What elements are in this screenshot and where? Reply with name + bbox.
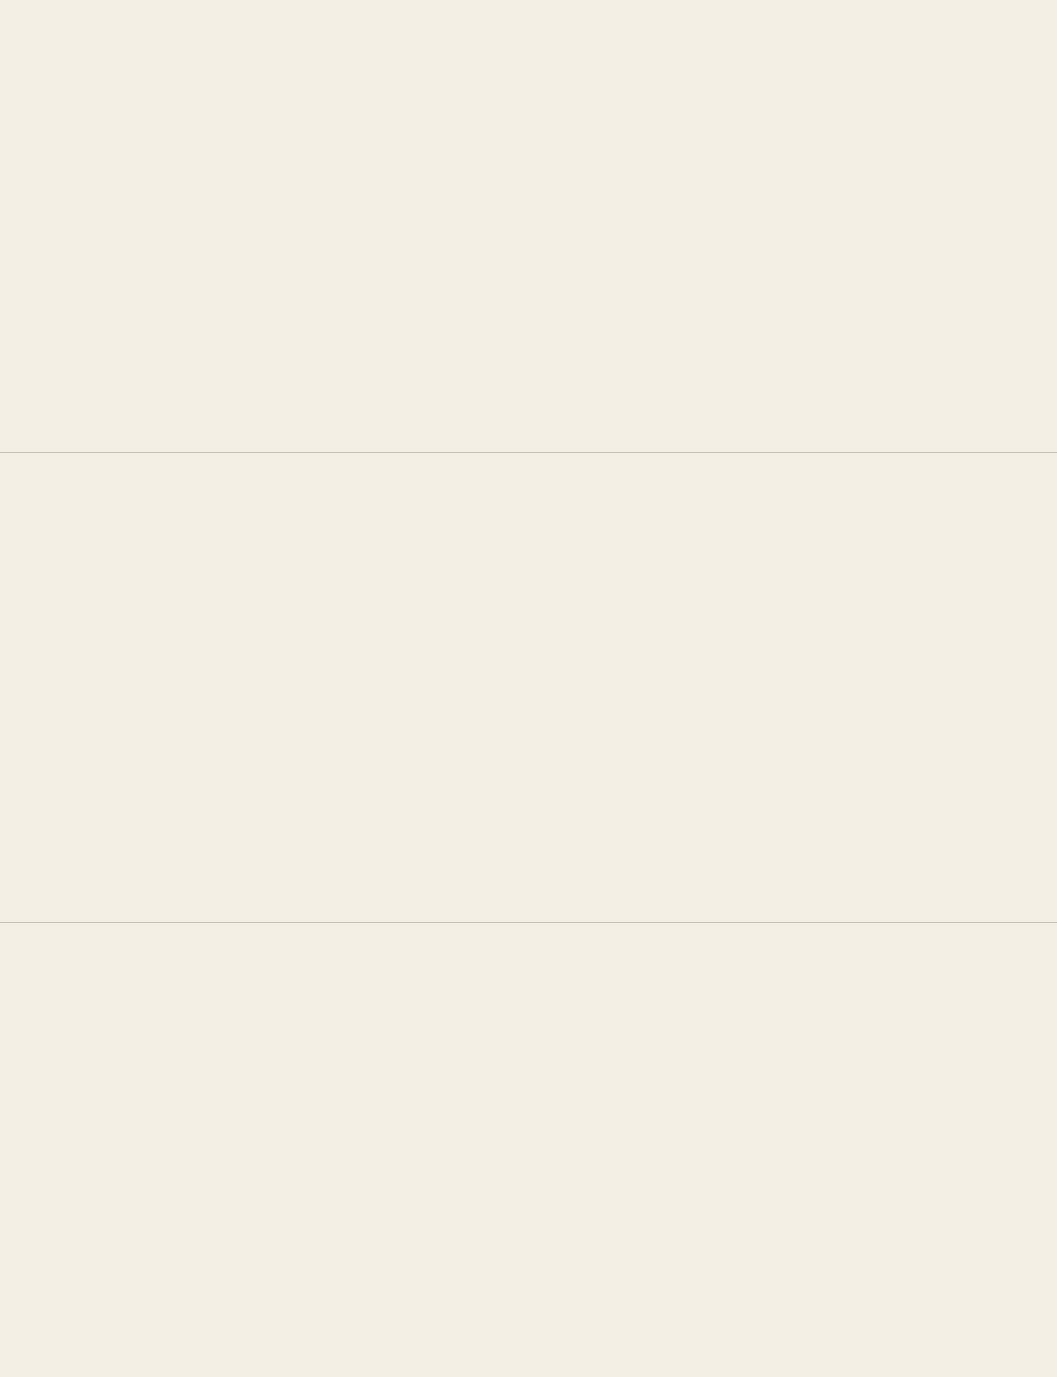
panel-intro xyxy=(0,922,1057,1377)
panel-location xyxy=(0,0,1057,452)
panel-services xyxy=(0,452,1057,922)
